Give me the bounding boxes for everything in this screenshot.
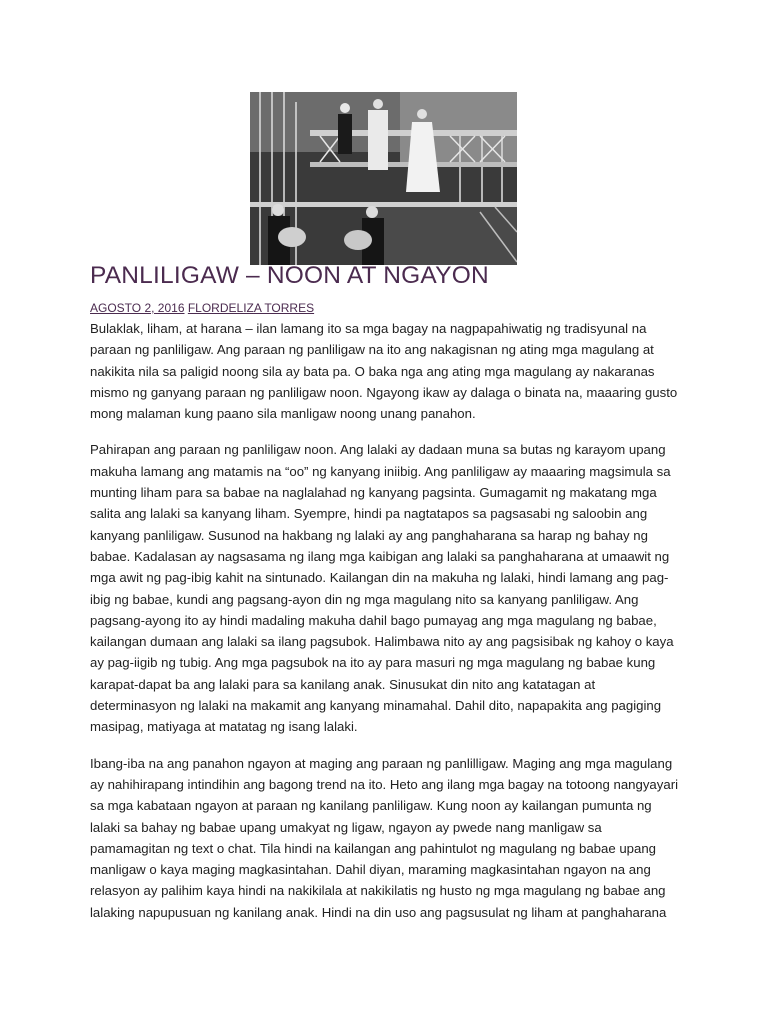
- text-line: kanyang panliligaw. Susunod na hakbang ng lalaki ay ang panghaharana sa harap ng bahay ng: [90, 527, 648, 543]
- text-line: determinasyon ng lalaki na makamit ang kanyang minamahal. Dahil dito, napapakita ang pagiging: [90, 698, 662, 714]
- text-line: Bulaklak, liham, at harana – ilan lamang ito sa mga bagay na nagpapahiwatig ng tradisyunal na: [90, 321, 647, 336]
- text-line: mong malaman kung paano sila manligaw noong unang panahon.: [90, 406, 476, 422]
- text-line: manligaw o kaya maging magkasintahan. Dahil diyan, maraming magkasintahan ngayon na ang: [90, 862, 651, 878]
- text-line: ay pag-iigib ng tubig. Ang mga pagsubok na ito ay para masuri ng mga magulang ng babae kung: [90, 655, 656, 671]
- text-line: ay nahihirapang intindihin ang bagong trend na ito. Heto ang ilang mga bagay na totoong nangyayari: [90, 776, 679, 792]
- paragraph: [90, 753, 690, 923]
- text-line: paraan ng panliligaw. Ang paraan ng panliligaw na ito ang nakagisnan ng ating mga magulang at: [90, 342, 654, 358]
- text-line: ibig ng babae, kundi ang pagsang-ayon din ng mga magulang nito sa kanyang panliligaw. Ang: [90, 591, 639, 607]
- text-line: kailangan dumaan ang lalaki sa ilang pagsubok. Halimbawa nito ay ang pagsisibak ng kahoy o kaya: [90, 634, 674, 650]
- text-line: lalaking napupusuan ng kanilang anak. Hindi na din uso ang pagsusulat ng liham at panghaharana: [90, 904, 667, 920]
- text-line: salita ang lalaki sa kanyang liham. Syempre, hindi pa nagtatapos sa pagsasabi ng saloobin ang: [90, 506, 648, 522]
- article-body: [90, 318, 690, 938]
- text-line: Pahirapan ang paraan ng panliligaw noon. Ang lalaki ay dadaan muna sa butas ng karayom upang: [90, 442, 666, 458]
- text-line: mismo ng ganyang paraan ng panliligaw noon. Ngayong ikaw ay dalaga o binata na, maaaring gusto: [90, 384, 678, 400]
- article-photo: [250, 92, 517, 265]
- text-line: lalaki sa bahay ng babae upang umakyat ng ligaw, ngayon ay pwede nang manligaw sa: [90, 819, 602, 835]
- text-line: pamamagitan ng text o chat. Tila hindi na kailangan ang pahintulot ng magulang ng babae upang: [90, 840, 657, 856]
- text-line: pagsang-ayong ito ay hindi madaling makuha dahil bago pumayag ang mga magulang ng babae,: [90, 612, 657, 628]
- text-line: masipag, matiyaga at matatag ng isang lalaki.: [90, 719, 358, 735]
- historical-photo-icon: [250, 92, 517, 265]
- text-line: nakikita nila sa paligid noong sila ay bata pa. O baka nga ang ating mga magulang ay nakaranas: [90, 363, 655, 379]
- text-line: babae. Kadalasan ay nagsasama ng ilang mga kaibigan ang lalaki sa panghaharana at umaawit ng: [90, 548, 670, 564]
- text-line: Ibang-iba na ang panahon ngayon at maging ang paraan ng panlilligaw. Maging ang mga magulang: [90, 755, 673, 771]
- text-line: karapat-dapat ba ang lalaki para sa kanilang anak. Sinusukat din nito ang katatagan at: [90, 676, 596, 692]
- paragraph: [90, 318, 690, 424]
- article-date-link[interactable]: AGOSTO 2, 2016: [90, 301, 185, 315]
- text-line: munting liham para sa babae na naglalahad ng kanyang pagsinta. Gumagamit ng makatang mga: [90, 485, 657, 501]
- text-line: mga awit ng pag-ibig kahit na sintunado. Kailangan din na makuha ng lalaki, hindi lamang ang pag-: [90, 570, 669, 586]
- text-line: relasyon ay palihim kaya hindi na nakikilala at nakikilatis ng husto ng mga magulang ng babae ang: [90, 883, 666, 899]
- article-meta: [90, 301, 314, 315]
- article-author-link[interactable]: FLORDELIZA TORRES: [187, 301, 315, 315]
- text-line: makuha lamang ang matamis na “oo” ng kanyang iniibig. Ang panliligaw ay maaaring magsimula sa: [90, 463, 671, 479]
- text-line: sa mga kabataan ngayon at paraan ng kanilang panliligaw. Kung noon ay kailangan pumunta ng: [90, 798, 652, 814]
- article-title: PANLILIGAW – NOON AT NGAYON: [90, 262, 489, 289]
- paragraph: [90, 439, 690, 737]
